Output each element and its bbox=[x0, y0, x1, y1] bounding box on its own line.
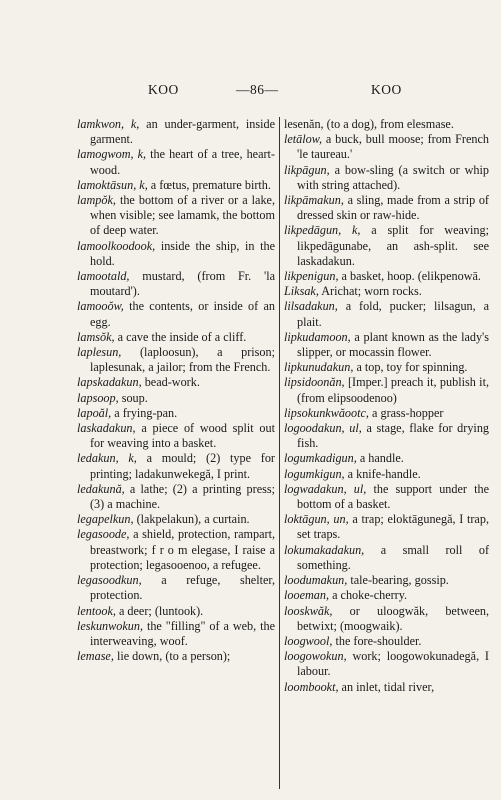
definition: a handle. bbox=[356, 451, 404, 466]
headword: lamootald, bbox=[77, 269, 130, 284]
headword: logwadakun, ul, bbox=[284, 481, 367, 496]
header-left: KOO bbox=[148, 82, 179, 97]
headword: legasoodkun, bbox=[77, 573, 142, 588]
definition: a trap; eloktāgunegă, I trap, set traps. bbox=[297, 512, 489, 542]
definition: a cave the inside of a cliff. bbox=[114, 329, 247, 344]
dictionary-entry bbox=[77, 117, 275, 147]
headword: lipkunudakun, bbox=[284, 360, 354, 375]
running-header bbox=[0, 82, 501, 102]
headword: ledakună, bbox=[77, 481, 125, 496]
header-right: KOO bbox=[371, 82, 402, 97]
dictionary-entry bbox=[284, 451, 489, 466]
dictionary-entry bbox=[77, 406, 275, 421]
definition: lie down, (to a person); bbox=[113, 649, 231, 664]
definition: a small roll of something. bbox=[297, 542, 489, 572]
definition: a buck, bull moose; from French 'le taureau.' bbox=[297, 132, 489, 162]
dictionary-entry bbox=[77, 527, 275, 573]
headword: lamsŏk, bbox=[77, 329, 115, 344]
headword: loktāgun, un, bbox=[284, 512, 349, 527]
definition: the heart of a tree, heart-wood. bbox=[90, 147, 275, 177]
dictionary-entry bbox=[77, 330, 275, 345]
headword: likpāmakun, bbox=[284, 193, 344, 208]
dictionary-entry bbox=[284, 269, 489, 284]
headword: lipsidoonăn, bbox=[284, 375, 345, 390]
right-column bbox=[284, 117, 489, 695]
headword: lapskadakun, bbox=[77, 375, 142, 390]
headword: legasoode, bbox=[77, 527, 130, 542]
definition: Arichat; worn rocks. bbox=[318, 284, 422, 299]
dictionary-entry bbox=[284, 649, 489, 679]
dictionary-entry bbox=[77, 512, 275, 527]
definition: lesenăn, (to a dog), from elesmase. bbox=[284, 117, 454, 131]
headword: logumkigun, bbox=[284, 466, 345, 481]
definition: the "filling" of a web, the interweaving, woof. bbox=[90, 618, 275, 648]
headword: laskadakun, bbox=[77, 421, 136, 436]
headword: lilsadakun, bbox=[284, 299, 338, 314]
dictionary-entry bbox=[77, 421, 275, 451]
column-divider bbox=[279, 117, 280, 789]
dictionary-entry bbox=[284, 588, 489, 603]
dictionary-entry bbox=[284, 573, 489, 588]
dictionary-entry bbox=[284, 604, 489, 634]
headword: lapsoop, bbox=[77, 390, 119, 405]
dictionary-entry bbox=[77, 482, 275, 512]
headword: loombookt, bbox=[284, 679, 339, 694]
headword: logumkadigun, bbox=[284, 451, 357, 466]
headword: looskwăk, bbox=[284, 603, 333, 618]
page-number: —86— bbox=[236, 82, 279, 97]
dictionary-entry bbox=[284, 406, 489, 421]
headword: logoodakun, ul, bbox=[284, 421, 362, 436]
headword: likpedāgun, k, bbox=[284, 223, 361, 238]
dictionary-entry bbox=[77, 239, 275, 269]
dictionary-entry bbox=[77, 451, 275, 481]
definition: a refuge, shelter, protection. bbox=[90, 573, 275, 603]
dictionary-entry bbox=[77, 604, 275, 619]
definition: (lakpelakun), a curtain. bbox=[133, 512, 250, 527]
headword: lemase, bbox=[77, 649, 114, 664]
dictionary-entry bbox=[77, 619, 275, 649]
definition: [Imper.] preach it, publish it, (from elipsoodenoo) bbox=[297, 375, 489, 405]
definition: work; loogowokunadegă, I labour. bbox=[297, 649, 489, 679]
definition: the fore-shoulder. bbox=[332, 633, 422, 648]
definition: a lathe; (2) a printing press; (3) a machine. bbox=[90, 481, 275, 512]
headword: lipsokunkwăootc, bbox=[284, 405, 369, 420]
definition: the contents, or inside of an egg. bbox=[90, 299, 275, 329]
headword: lampŏk, bbox=[77, 193, 116, 208]
definition: a knife-handle. bbox=[344, 466, 421, 481]
headword: loogowokun, bbox=[284, 649, 347, 664]
headword: lapoăl, bbox=[77, 405, 112, 420]
headword: laplesun, bbox=[77, 345, 122, 360]
headword: looeman, bbox=[284, 588, 330, 603]
dictionary-entry bbox=[77, 269, 275, 299]
definition: a choke-cherry. bbox=[329, 588, 408, 603]
definition: bead-work. bbox=[141, 375, 200, 390]
definition: inside the ship, in the hold. bbox=[90, 238, 275, 268]
headword: Liksak, bbox=[284, 284, 319, 299]
headword: legapelkun, bbox=[77, 512, 134, 527]
definition: a deer; (luntook). bbox=[115, 603, 204, 618]
dictionary-entry bbox=[77, 375, 275, 390]
dictionary-entry bbox=[77, 391, 275, 406]
definition: a sling, made from a strip of dressed skin or raw-hide. bbox=[297, 193, 489, 223]
definition: soup. bbox=[118, 390, 148, 405]
headword: lokumakadakun, bbox=[284, 542, 365, 557]
definition: a fold, pucker; lilsagun, a plait. bbox=[297, 299, 489, 329]
definition: a mould; (2) type for printing; ladakunwekegă, I print. bbox=[90, 451, 275, 481]
dictionary-entry bbox=[284, 284, 489, 299]
dictionary-entry bbox=[77, 147, 275, 177]
headword: letālow, bbox=[284, 132, 323, 147]
definition: an under-garment, inside garment. bbox=[90, 117, 275, 147]
left-column bbox=[77, 117, 275, 664]
dictionary-entry bbox=[284, 132, 489, 162]
definition: a stage, flake for drying fish. bbox=[297, 421, 490, 451]
dictionary-entry bbox=[77, 193, 275, 239]
dictionary-entry bbox=[284, 360, 489, 375]
headword: lipkudamoon, bbox=[284, 329, 351, 344]
dictionary-entry bbox=[284, 375, 489, 405]
headword: likpenigun, bbox=[284, 269, 339, 284]
headword: loogwool, bbox=[284, 633, 333, 648]
definition: a shield, protection, rampart, breastwork; f r o m elegase, I raise a protection; legasooenoo, a refugee. bbox=[90, 527, 275, 572]
headword: lamogwom, k, bbox=[77, 147, 147, 162]
dictionary-entry bbox=[284, 680, 489, 695]
definition: a basket, hoop. (elikpenowā. bbox=[338, 269, 481, 284]
dictionary-entry bbox=[284, 223, 489, 269]
definition: a piece of wood split out for weaving into a basket. bbox=[90, 421, 275, 451]
headword: likpāgun, bbox=[284, 162, 330, 177]
definition: a fœtus, premature birth. bbox=[147, 177, 271, 192]
dictionary-entry bbox=[284, 117, 489, 132]
dictionary-entry bbox=[77, 573, 275, 603]
dictionary-entry bbox=[77, 345, 275, 375]
definition: the support under the bottom of a basket. bbox=[297, 481, 490, 512]
dictionary-entry bbox=[284, 634, 489, 649]
definition: (laploosun), a prison; laplesunak, a jailor; from the French. bbox=[90, 345, 275, 375]
definition: a split for weaving; likpedāgunabe, an ash-split. see laskadakun. bbox=[297, 223, 489, 268]
dictionary-entry bbox=[284, 543, 489, 573]
definition: mustard, (from Fr. 'la moutard'). bbox=[90, 269, 275, 299]
dictionary-entry bbox=[284, 299, 489, 329]
definition: a bow-sling (a switch or whip with string attached). bbox=[297, 162, 489, 192]
definition: an inlet, tidal river, bbox=[338, 679, 435, 694]
headword: lamooŏw, bbox=[77, 299, 124, 314]
definition: tale-bearing, gossip. bbox=[347, 573, 449, 588]
definition: a grass-hopper bbox=[368, 405, 444, 420]
headword: lamoktāsun, k, bbox=[77, 177, 148, 192]
dictionary-entry bbox=[284, 193, 489, 223]
definition: the bottom of a river or a lake, when visible; see lamamk, the bottom of deep water. bbox=[90, 193, 275, 238]
dictionary-entry bbox=[77, 649, 275, 664]
headword: lamkwon, k, bbox=[77, 117, 140, 131]
dictionary-entry bbox=[284, 330, 489, 360]
headword: lentook, bbox=[77, 603, 116, 618]
definition: a top, toy for spinning. bbox=[353, 360, 468, 375]
dictionary-entry bbox=[77, 299, 275, 329]
dictionary-entry bbox=[284, 163, 489, 193]
definition: or uloogwăk, between, betwixt; (moogwaik). bbox=[297, 603, 489, 633]
dictionary-entry bbox=[77, 178, 275, 193]
dictionary-entry bbox=[284, 421, 489, 451]
headword: loodumakun, bbox=[284, 573, 348, 588]
dictionary-entry bbox=[284, 467, 489, 482]
definition: a frying-pan. bbox=[111, 405, 178, 420]
headword: lamoolkoodook, bbox=[77, 238, 156, 253]
dictionary-entry bbox=[284, 512, 489, 542]
dictionary-entry bbox=[284, 482, 489, 512]
headword: leskunwokun, bbox=[77, 618, 144, 633]
definition: a plant known as the lady's slipper, or mocassin flower. bbox=[297, 329, 489, 360]
headword: ledakun, k, bbox=[77, 451, 137, 466]
